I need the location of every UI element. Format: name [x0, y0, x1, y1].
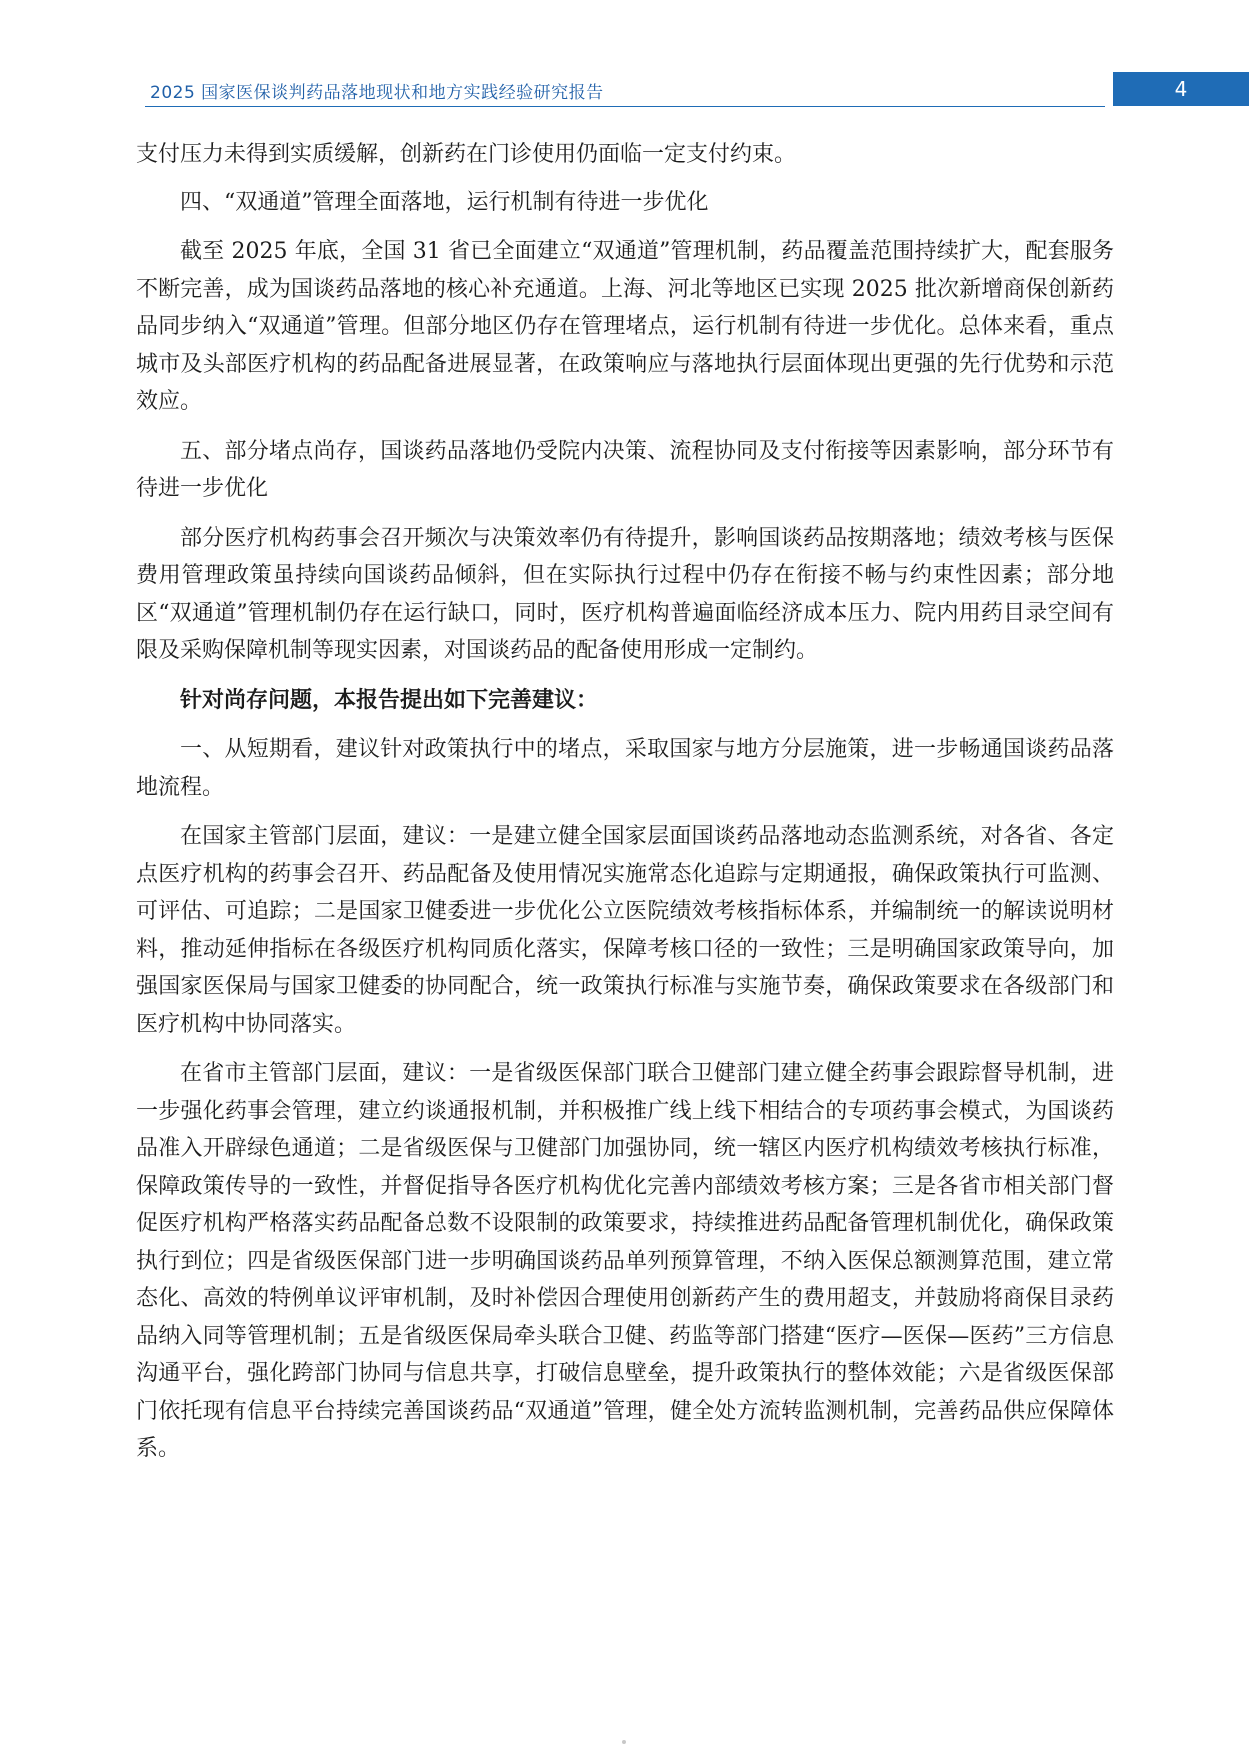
paragraph-provincial-level: 在省市主管部门层面，建议：一是省级医保部门联合卫健部门建立健全药事会跟踪督导机制，进一步强化药事会管理，建立约谈通报机制，并积极推广线上线下相结合的专项药事会模式，为国谈药品准入开辟绿色通道；二是省级医保与卫健部门加强协同，统一辖区内医疗机构绩效考核执行标准，保障政策传导的一致性，并督促指导各医疗机构优化完善内部绩效考核方案；三是各省市相关部门督促医疗机构严格落实药品配备总数不设限制的政策要求，持续推进药品配备管理机制优化，确保政策执行到位；四是省级医保部门进一步明确国谈药品单列预算管理，不纳入医保总额测算范围，建立常态化、高效的特例单议评审机制，及时补偿因合理使用创新药产生的费用超支，并鼓励将商保目录药品纳入同等管理机制；五是省级医保局牵头联合卫健、药监等部门搭建“医疗—医保—医药”三方信息沟通平台，强化跨部门协同与信息共享，打破信息壁垒，提升政策执行的整体效能；六是省级医保部门依托现有信息平台持续完善国谈药品“双通道”管理，健全处方流转监测机制，完善药品供应保障体系。	[136, 1061, 1114, 1461]
paragraph-dual-channel: 截至 2025 年底，全国 31 省已全面建立“双通道”管理机制，药品覆盖范围持续扩大，配套服务不断完善，成为国谈药品落地的核心补充通道。上海、河北等地区已实现 2025 批次新增商保创新药品同步纳入“双通道”管理。但部分地区仍存在管理堵点，运行机制有待进一步优化。总体来看，重点城市及头部医疗机构的药品配备进展显著，在政策响应与落地执行层面体现出更强的先行优势和示范效应。	[136, 239, 1114, 414]
recommendation-short-term: 一、从短期看，建议针对政策执行中的堵点，采取国家与地方分层施策，进一步畅通国谈药品落地流程。	[136, 737, 1114, 800]
document-body	[136, 136, 1114, 1480]
page-number-badge: 4	[1113, 72, 1249, 106]
page-header	[0, 0, 1249, 110]
paragraph-national-level: 在国家主管部门层面，建议：一是建立健全国家层面国谈药品落地动态监测系统，对各省、各定点医疗机构的药事会召开、药品配备及使用情况实施常态化追踪与定期通报，确保政策执行可监测、可评估、可追踪；二是国家卫健委进一步优化公立医院绩效考核指标体系，并编制统一的解读说明材料，推动延伸指标在各级医疗机构同质化落实，保障考核口径的一致性；三是明确国家政策导向，加强国家医保局与国家卫健委的协同配合，统一政策执行标准与实施节奏，确保政策要求在各级部门和医疗机构中协同落实。	[136, 824, 1114, 1037]
footer-mark	[622, 1740, 626, 1744]
report-title: 2025 国家医保谈判药品落地现状和地方实践经验研究报告	[150, 83, 604, 103]
header-divider	[145, 106, 1105, 107]
paragraph-bottlenecks: 部分医疗机构药事会召开频次与决策效率仍有待提升，影响国谈药品按期落地；绩效考核与医保费用管理政策虽持续向国谈药品倾斜，但在实际执行过程中仍存在衔接不畅与约束性因素；部分地区“双通道”管理机制仍存在运行缺口，同时，医疗机构普遍面临经济成本压力、院内用药目录空间有限及采购保障机制等现实因素，对国谈药品的配备使用形成一定制约。	[136, 525, 1114, 663]
recommendations-lead: 针对尚存问题，本报告提出如下完善建议：	[180, 686, 599, 713]
section-heading-5: 五、部分堵点尚存，国谈药品落地仍受院内决策、流程协同及支付衔接等因素影响，部分环节有待进一步优化	[136, 438, 1114, 501]
section-heading-4: 四、“双通道”管理全面落地，运行机制有待进一步优化	[180, 189, 709, 215]
paragraph-continuation: 支付压力未得到实质缓解，创新药在门诊使用仍面临一定支付约束。	[136, 142, 797, 167]
